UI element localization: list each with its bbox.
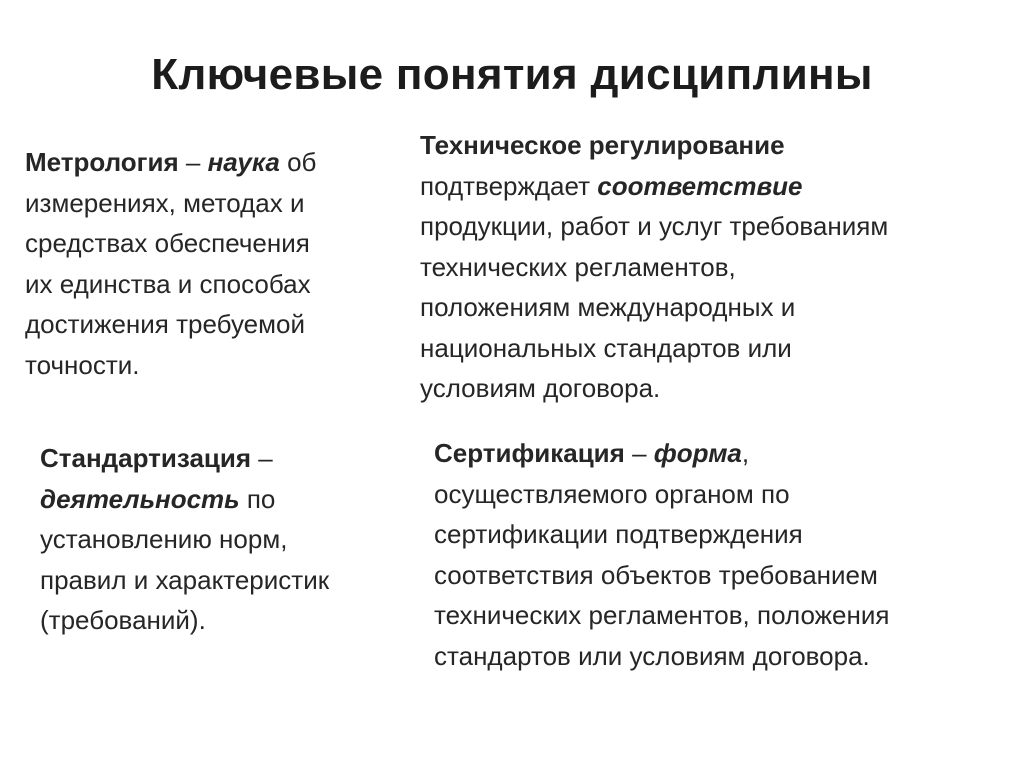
standardization-second-line — [40, 479, 410, 520]
certification-line: технических регламентов, положения — [434, 600, 890, 630]
metrology-first-line-rest: об — [279, 147, 317, 177]
certification-line: осуществляемого органом по — [434, 478, 790, 509]
standardization-dash: – — [251, 443, 273, 473]
standardization-term: Стандартизация — [40, 443, 252, 473]
metrology-dash: – — [178, 147, 208, 177]
tech-regulation-key-word: соответствие — [597, 170, 803, 201]
metrology-line: их единства и способах — [25, 268, 311, 299]
slide-title: Ключевые понятия дисциплины — [151, 50, 873, 99]
tech-regulation-line: национальных стандартов или — [420, 332, 792, 363]
standardization-line: (требований). — [40, 605, 206, 635]
tech-regulation-line: условиям договора. — [420, 373, 661, 403]
metrology-line: измерениях, методах и — [25, 187, 305, 218]
certification-line: стандартов или условиям договора. — [434, 640, 870, 671]
certification-first-line — [434, 433, 1014, 474]
tech-regulation-term: Техническое регулирование — [420, 130, 785, 160]
metrology-first-line — [25, 142, 395, 183]
metrology-line: средствах обеспечения — [25, 228, 310, 258]
standardization-line: установлению норм, — [40, 524, 288, 554]
certification-line: соответствия объектов требованием — [434, 559, 878, 590]
certification-line: сертификации подтверждения — [434, 519, 803, 549]
metrology-line: достижения требуемой — [25, 309, 305, 339]
standardization-line: правил и характеристик — [40, 564, 330, 595]
standardization-first-line — [40, 438, 410, 479]
standardization-key-word: деятельность — [40, 483, 240, 514]
metrology-key-word: наука — [207, 147, 280, 177]
certification-term: Сертификация — [434, 438, 625, 468]
standardization-key-suffix: по — [239, 483, 276, 514]
metrology-term: Метрология — [25, 147, 179, 177]
certification-key-suffix: , — [741, 438, 750, 468]
standardization-definition — [40, 438, 410, 641]
tech-regulation-definition — [420, 125, 1010, 409]
tech-regulation-line: продукции, работ и услуг требованиям — [420, 211, 889, 241]
certification-dash: – — [624, 438, 654, 468]
metrology-line: точности. — [25, 349, 140, 380]
tech-regulation-second-line — [420, 166, 1010, 207]
tech-regulation-prefix: подтверждает — [420, 170, 598, 201]
tech-regulation-line: технических регламентов, — [420, 251, 736, 282]
certification-key-word: форма — [653, 438, 742, 468]
certification-definition — [434, 433, 1014, 676]
tech-regulation-line: положениям международных и — [420, 292, 796, 322]
metrology-definition — [25, 142, 395, 385]
